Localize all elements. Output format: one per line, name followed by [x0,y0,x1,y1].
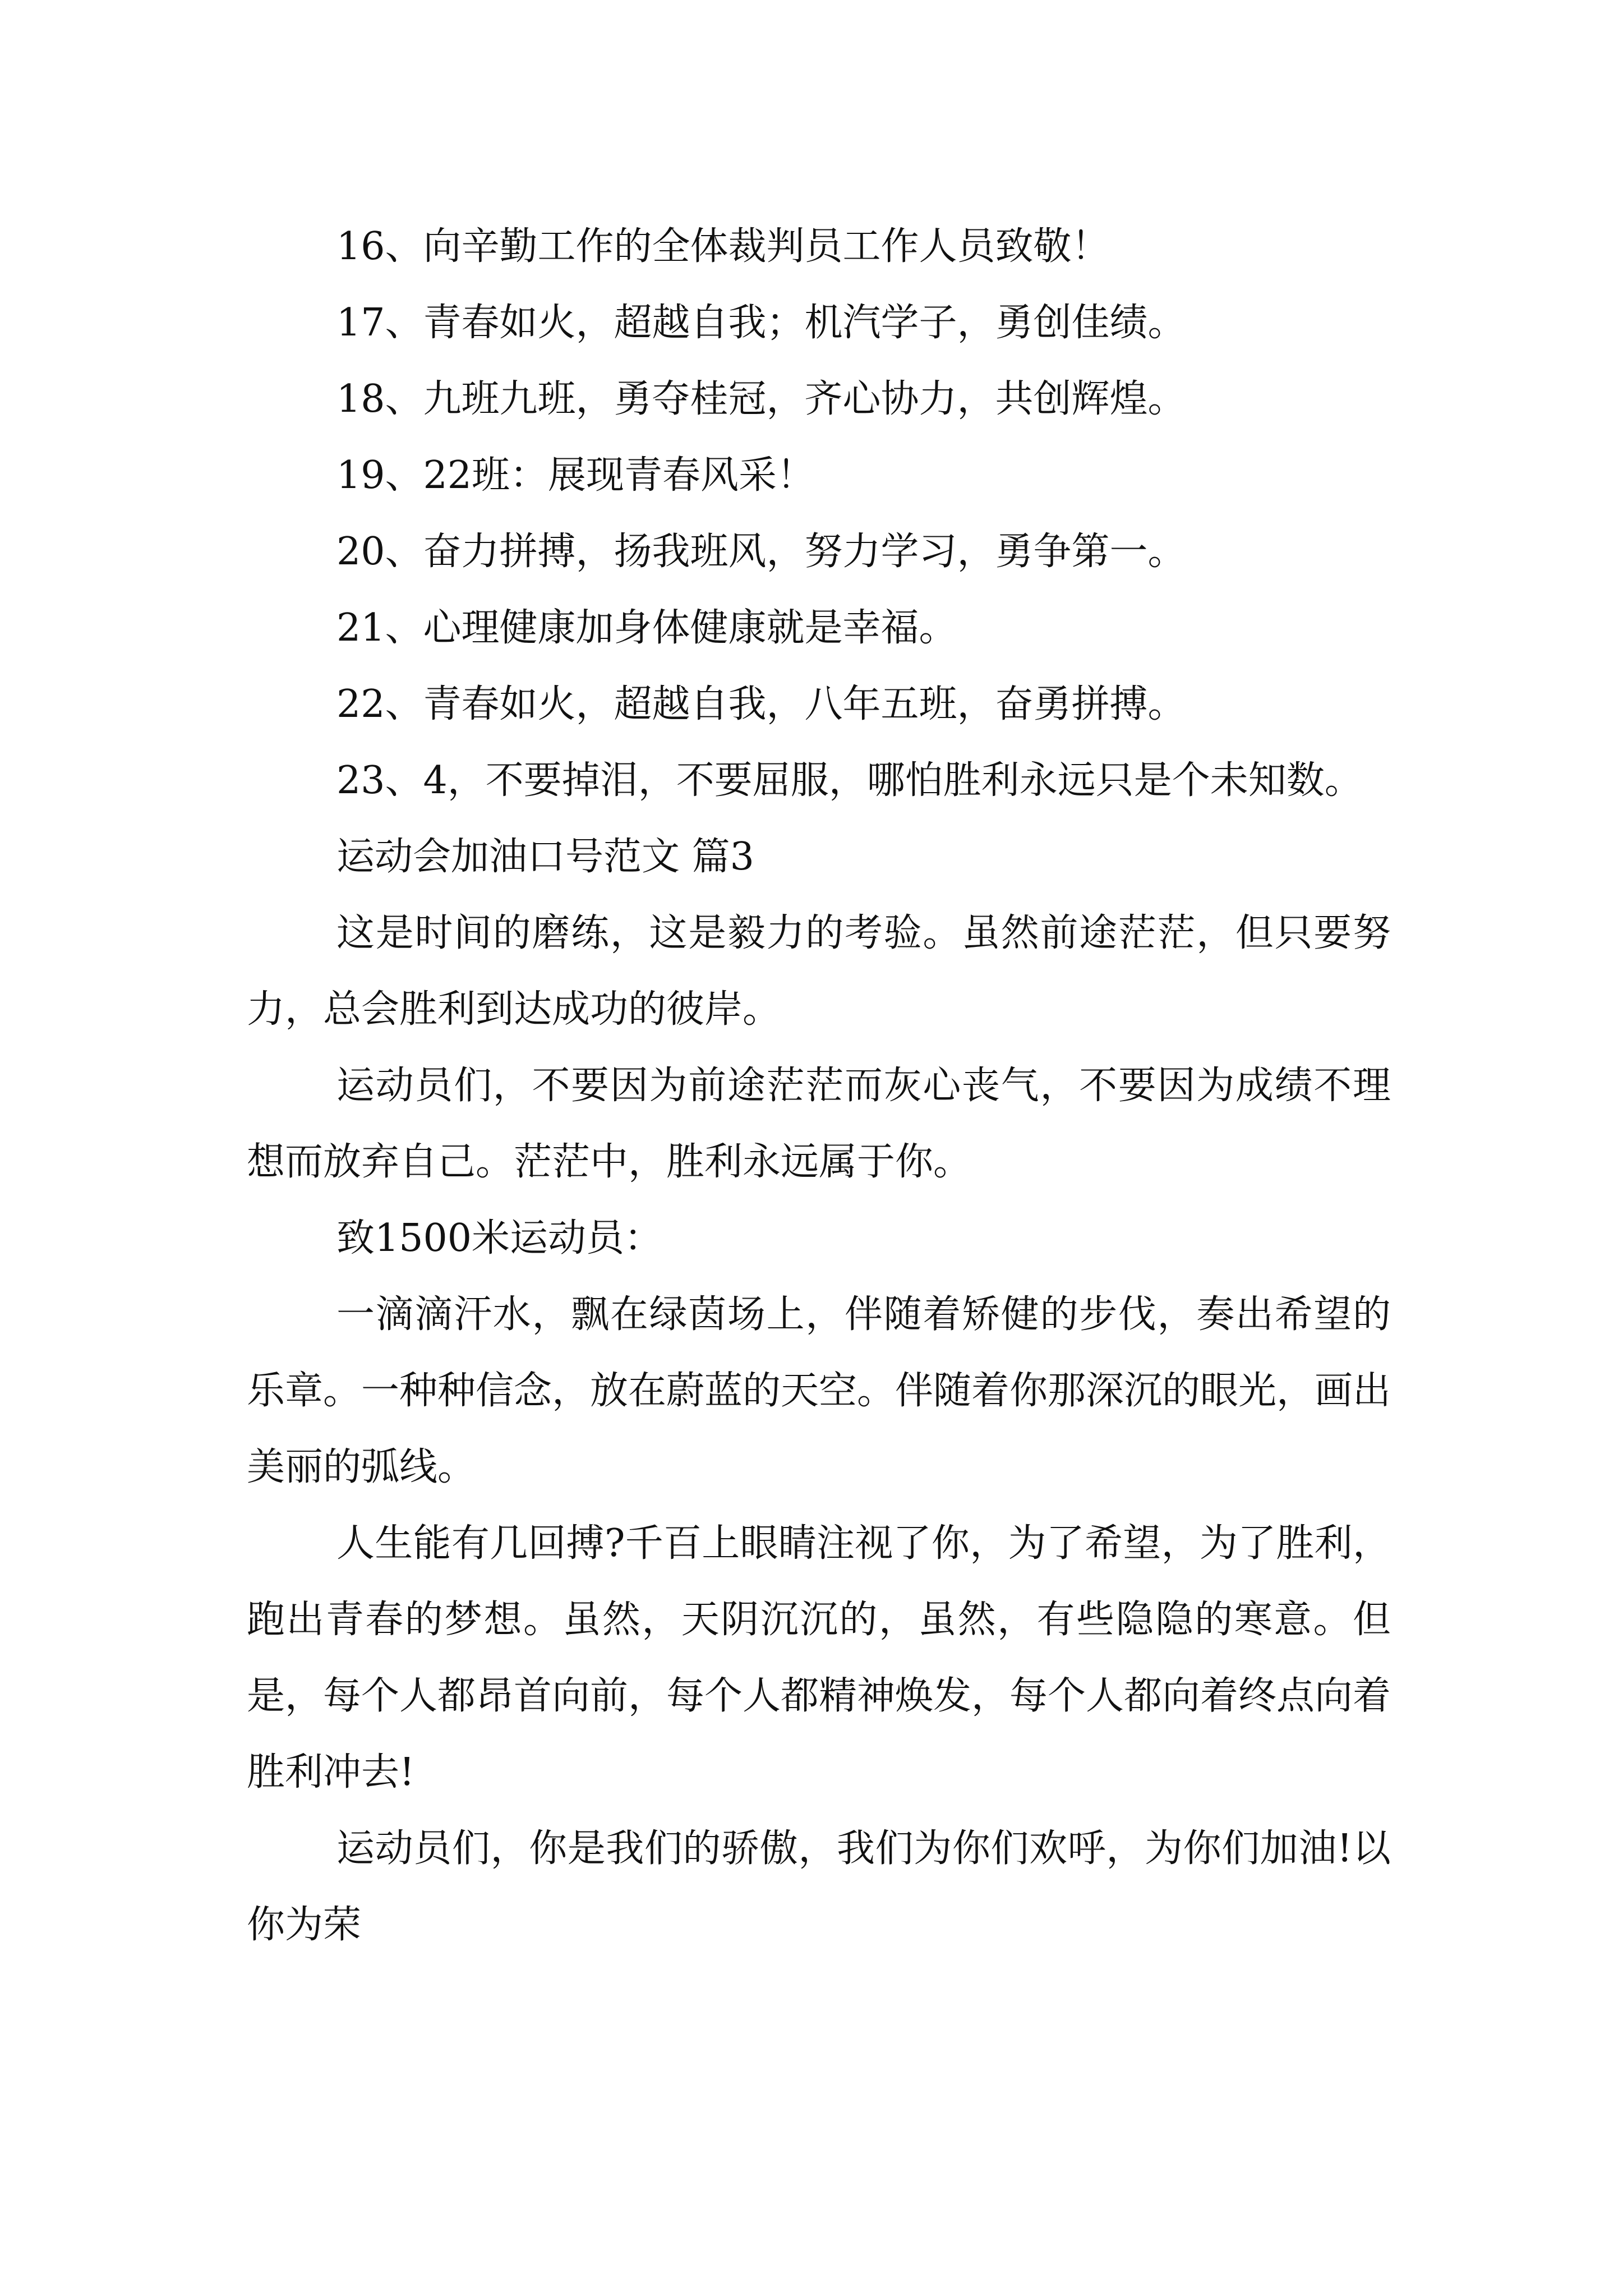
paragraph-intro: 这是时间的磨练，这是毅力的考验。虽然前途茫茫，但只要努力，总会胜利到达成功的彼岸。 [247,911,1391,1032]
paragraph-dedication: 致1500米运动员： [336,1216,663,1260]
paragraph-sweat: 一滴滴汗水，飘在绿茵场上，伴随着矫健的步伐，奏出希望的乐章。一种种信念，放在蔚蓝的天空。伴随着你那深沉的眼光，画出美丽的弧线。 [247,1292,1391,1489]
paragraph-slogan-20: 20、奋力拼搏，扬我班风，努力学习，勇争第一。 [336,530,1186,574]
paragraph-slogan-19: 19、22班：展现青春风采！ [336,453,815,498]
paragraph-slogan-17: 17、青春如火，超越自我；机汽学子，勇创佳绩。 [336,301,1186,345]
section-heading: 运动会加油口号范文 篇3 [336,835,754,879]
paragraph-slogan-18: 18、九班九班，勇夺桂冠，齐心协力，共创辉煌。 [336,377,1186,421]
paragraph-slogan-23: 23、4，不要掉泪，不要屈服，哪怕胜利永远只是个未知数。 [336,758,1363,803]
paragraph-life: 人生能有几回搏?千百上眼睛注视了你，为了希望，为了胜利，跑出青春的梦想。虽然，天阴沉沉的，虽然，有些隐隐的寒意。但是，每个人都昂首向前，每个人都精神焕发，每个人都向着终点向着胜利冲去! [247,1521,1391,1795]
document-body [247,209,1391,1963]
paragraph-slogan-21: 21、心理健康加身体健康就是幸福。 [336,606,957,650]
paragraph-slogan-16: 16、向辛勤工作的全体裁判员工作人员致敬！ [336,224,1110,269]
paragraph-closing: 运动员们，你是我们的骄傲，我们为你们欢呼，为你们加油!以你为荣 [247,1826,1391,1947]
paragraph-slogan-22: 22、青春如火，超越自我，八年五班，奋勇拼搏。 [336,682,1186,726]
paragraph-encouragement: 运动员们，不要因为前途茫茫而灰心丧气，不要因为成绩不理想而放弃自己。茫茫中，胜利永远属于你。 [247,1064,1391,1184]
